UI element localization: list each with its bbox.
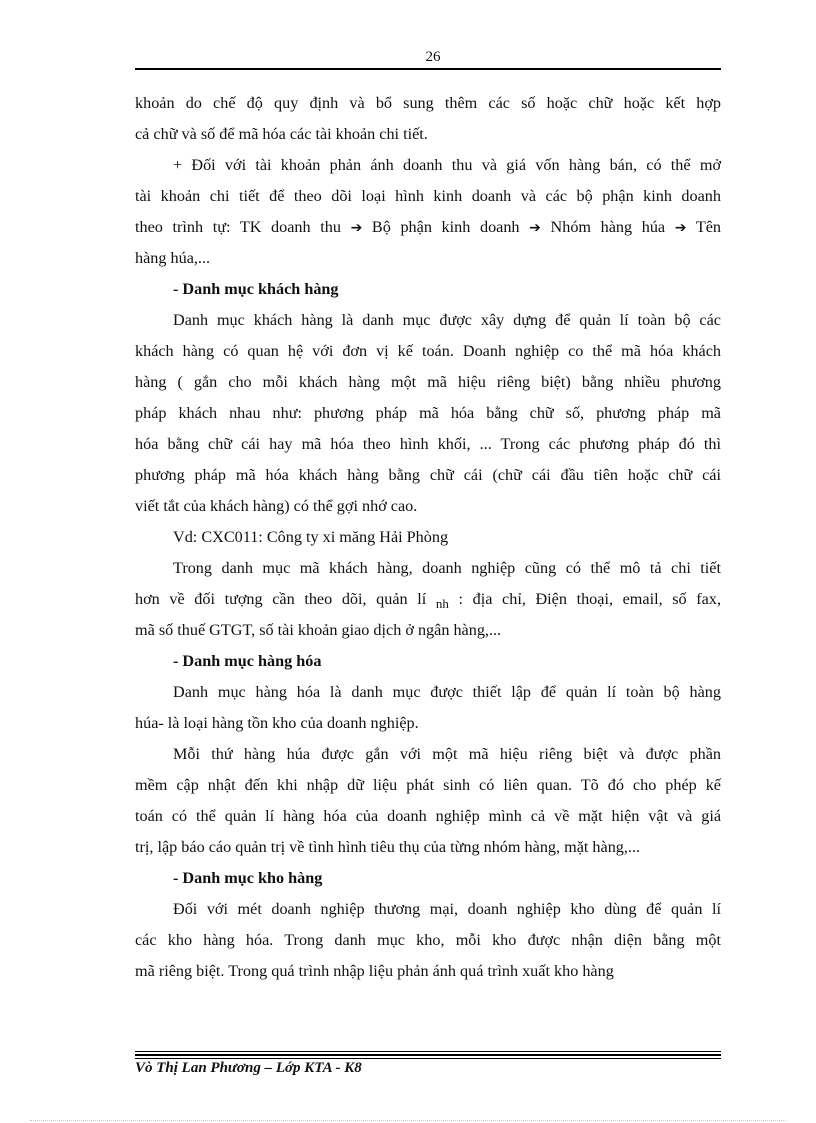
section-heading: - Danh mục hàng hóa (173, 652, 322, 670)
paragraph-line: hàng húa,... (135, 249, 211, 267)
paragraph-line (135, 212, 721, 243)
paragraph-line: Danh mục khách hàng là danh mục được xây dựng để quản lí toàn bộ các (173, 311, 721, 329)
page-edge-divider (30, 1120, 786, 1121)
paragraph-line: khách hàng có quan hệ với đơn vị kế toán. Doanh nghiệp co thể mã hóa khách (135, 342, 721, 360)
text-segment: : địa chỉ, Điện thoại, email, số fax, (448, 590, 721, 608)
footer-rule (135, 1054, 721, 1056)
arrow-right-icon: ➔ (529, 220, 541, 236)
paragraph-line: toán có thể quản lí hàng hóa của doanh nghiệp mình cả về mặt hiện vật và giá (135, 807, 721, 825)
paragraph-line: viết tắt của khách hàng) có thể gợi nhớ cao. (135, 497, 418, 515)
page-number: 26 (425, 49, 441, 65)
paragraph-line: tài khoản chi tiết để theo dõi loại hình kinh doanh và các bộ phận kinh doanh (135, 187, 721, 205)
paragraph-line: húa- là loại hàng tồn kho của doanh nghiệp. (135, 714, 419, 732)
paragraph-line: hóa bằng chữ cái hay mã hóa theo hình khối, ... Trong các phương pháp đó thì (135, 435, 721, 453)
paragraph-line: Trong danh mục mã khách hàng, doanh nghiệp cũng có thể mô tả chi tiết (173, 559, 721, 577)
paragraph-line: mềm cập nhật đến khi nhập dữ liệu phát sinh có liên quan. Tõ đó cho phép kế (135, 776, 721, 794)
paragraph-line: + Đối với tài khoản phản ánh doanh thu và giá vốn hàng bán, có thể mở (173, 156, 721, 174)
paragraph-line: khoản do chế độ quy định và bổ sung thêm các số hoặc chữ hoặc kết hợp (135, 94, 721, 112)
paragraph-line: phương pháp mã hóa khách hàng bằng chữ cái (chữ cái đầu tiên hoặc chữ cái (135, 466, 721, 484)
section-heading: - Danh mục khách hàng (173, 280, 339, 298)
paragraph-line: trị, lập báo cáo quản trị về tình hình tiêu thụ của từng nhóm hàng, mặt hàng,... (135, 838, 641, 856)
paragraph-line: mã riêng biệt. Trong quá trình nhập liệu phản ánh quá trình xuất kho hàng (135, 962, 614, 980)
text-segment: Nhóm hàng húa (540, 218, 675, 236)
paragraph-line: Vd: CXC011: Công ty xi măng Hải Phòng (173, 528, 449, 546)
header-rule (135, 68, 721, 70)
paragraph-line: pháp khách nhau như: phương pháp mã hóa bằng chữ số, phương pháp mã (135, 404, 721, 422)
paragraph-line: Danh mục hàng hóa là danh mục được thiết lập để quản lí toàn bộ hàng (173, 683, 721, 701)
section-heading: - Danh mục kho hàng (173, 869, 323, 887)
page-body (135, 88, 721, 987)
paragraph-line: Mỗi thứ hàng húa được gắn với một mã hiệu riêng biệt và được phần (173, 745, 721, 763)
text-segment: Bộ phận kinh doanh (362, 218, 530, 236)
paragraph-line: các kho hàng hóa. Trong danh mục kho, mỗi kho được nhận diện bằng một (135, 931, 721, 949)
footer-author: Vò Thị Lan Phương – Lớp KTA - K8 (135, 1060, 362, 1076)
arrow-right-icon: ➔ (350, 220, 363, 236)
text-segment: hơn về đối tượng cần theo dõi, quản lí (135, 590, 436, 608)
text-segment: nh (435, 596, 449, 611)
paragraph-line: hàng ( gắn cho mỗi khách hàng một mã hiệu riêng biệt) bằng nhiều phương (135, 373, 721, 391)
paragraph-line: cả chữ và số để mã hóa các tài khoản chi tiết. (135, 125, 428, 143)
paragraph-line: Đối với mét doanh nghiệp thương mại, doanh nghiệp kho dùng để quản lí (173, 900, 721, 918)
footer-rule (135, 1051, 721, 1052)
arrow-right-icon: ➔ (674, 220, 687, 236)
paragraph-line: mã số thuế GTGT, số tài khoản giao dịch ở ngân hàng,... (135, 621, 502, 639)
text-segment: Tên (686, 218, 722, 236)
paragraph-line (135, 584, 721, 615)
text-segment: theo trình tự: TK doanh thu (135, 218, 351, 236)
